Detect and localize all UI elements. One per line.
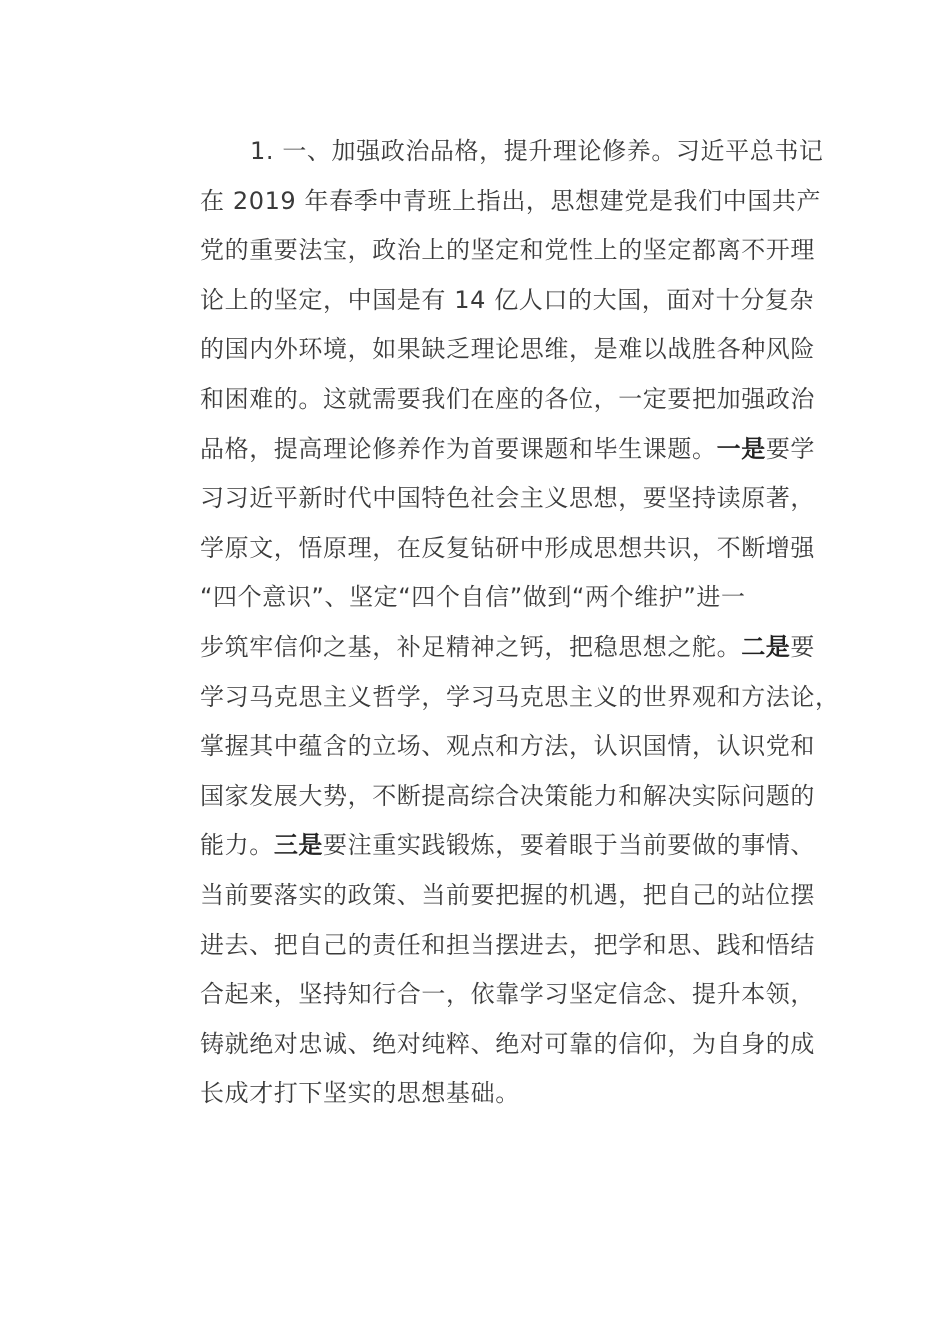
text-line <box>200 673 840 723</box>
text-segment: 合起来，坚持知行合一，依靠学习坚定信念、提升本领， <box>200 980 815 1009</box>
text-segment: 要学 <box>765 434 816 463</box>
text-segment: 国家发展大势，不断提高综合决策能力和解决实际问题的 <box>200 781 815 810</box>
text-line <box>200 871 815 921</box>
text-segment: 和困难的。这就需要我们在座的各位，一定要把加强政治 <box>200 384 815 413</box>
text-line <box>200 970 815 1020</box>
text-segment: 铸就绝对忠诚、绝对纯粹、绝对可靠的信仰，为自身的成 <box>200 1029 815 1058</box>
text-segment: “四个意识”、坚定“四个自信”做到“两个维护”进一 <box>200 583 746 612</box>
text-segment: 1. 一、加强政治品格，提升理论修养。习近平总书记 <box>250 137 824 165</box>
text-line <box>200 573 810 623</box>
text-segment: 论上的坚定，中国是有 14 亿人口的大国，面对十分复杂 <box>200 285 814 314</box>
text-segment: 要注重实践锻炼，要着眼于当前要做的事情、 <box>323 831 816 860</box>
text-segment: 的国内外环境，如果缺乏理论思维，是难以战胜各种风险 <box>200 335 815 364</box>
text-line <box>200 772 815 822</box>
text-segment: 学原文，悟原理，在反复钻研中形成思想共识，不断增强 <box>200 533 815 562</box>
text-line <box>200 524 815 574</box>
text-segment: 掌握其中蕴含的立场、观点和方法，认识国情，认识党和 <box>200 732 815 761</box>
text-line <box>200 127 824 177</box>
text-segment: 学习马克思主义哲学，学习马克思主义的世界观和方法论， <box>200 682 840 711</box>
text-line <box>200 1069 810 1119</box>
text-line <box>200 474 815 524</box>
text-line <box>200 821 816 871</box>
text-line <box>200 623 816 673</box>
text-line <box>200 921 815 971</box>
text-line <box>200 722 815 772</box>
text-segment: 习习近平新时代中国特色社会主义思想，要坚持读原著， <box>200 484 815 513</box>
text-segment: 步筑牢信仰之基，补足精神之钙，把稳思想之舵。 <box>200 632 742 661</box>
bold-text: 一是 <box>716 434 766 463</box>
text-segment: 当前要落实的政策、当前要把握的机遇，把自己的站位摆 <box>200 880 815 909</box>
document-paragraph <box>200 127 840 1119</box>
bold-text: 三是 <box>273 831 324 860</box>
bold-text: 二是 <box>741 632 791 661</box>
text-segment: 在 2019 年春季中青班上指出，思想建党是我们中国共产 <box>200 186 822 215</box>
text-segment: 进去、把自己的责任和担当摆进去，把学和思、践和悟结 <box>200 930 815 959</box>
text-line <box>200 325 815 375</box>
text-segment: 长成才打下坚实的思想基础。 <box>200 1079 520 1108</box>
text-segment: 要 <box>790 632 816 661</box>
text-line <box>200 177 822 227</box>
text-line <box>200 276 814 326</box>
text-line <box>200 425 816 475</box>
text-segment: 品格，提高理论修养作为首要课题和毕生课题。 <box>200 434 717 463</box>
text-line <box>200 226 815 276</box>
text-line <box>200 1020 815 1070</box>
text-segment: 党的重要法宝，政治上的坚定和党性上的坚定都离不开理 <box>200 236 815 265</box>
text-segment: 能力。 <box>200 831 274 860</box>
text-line <box>200 375 815 425</box>
